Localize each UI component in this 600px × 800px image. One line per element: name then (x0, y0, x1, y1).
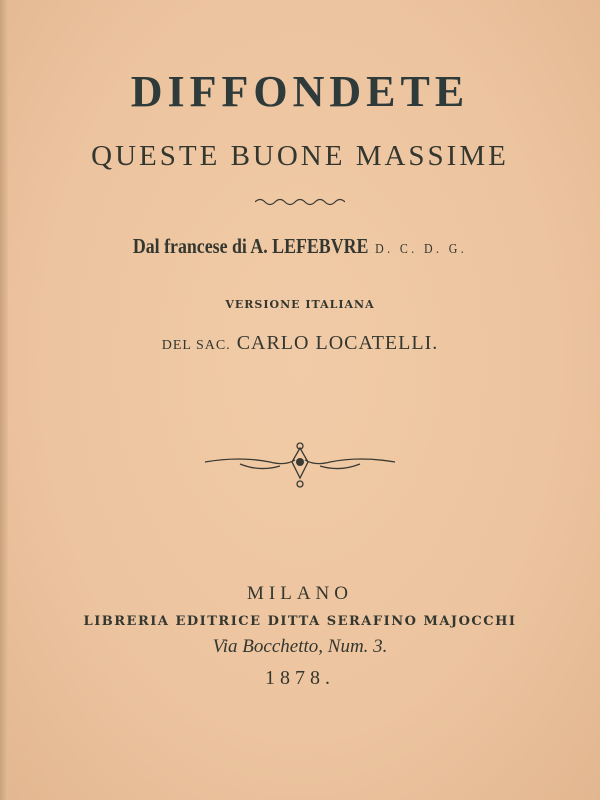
wavy-rule-ornament (0, 192, 600, 211)
version-label: VERSIONE ITALIANA (225, 298, 375, 311)
translator-line (0, 332, 600, 355)
publication-city: MILANO (247, 583, 353, 604)
author-line (45, 234, 555, 259)
author-name: Dal francese di A. LEFEBVRE (132, 234, 369, 258)
cover-subtitle: QUESTE BUONE MASSIME (91, 140, 509, 172)
publisher-name: LIBRERIA EDITRICE DITTA SERAFINO MAJOCCHI (83, 614, 517, 629)
publisher-address: Via Bocchetto, Num. 3. (212, 636, 388, 657)
cover-title: DIFFONDETE (130, 67, 470, 116)
translator-name: CARLO LOCATELLI. (236, 332, 439, 354)
translator-prefix: DEL SAC. (161, 338, 231, 353)
author-initials: D. C. D. G. (375, 242, 468, 257)
decorative-ornament-icon (0, 440, 600, 494)
publication-year: 1878. (265, 667, 335, 689)
